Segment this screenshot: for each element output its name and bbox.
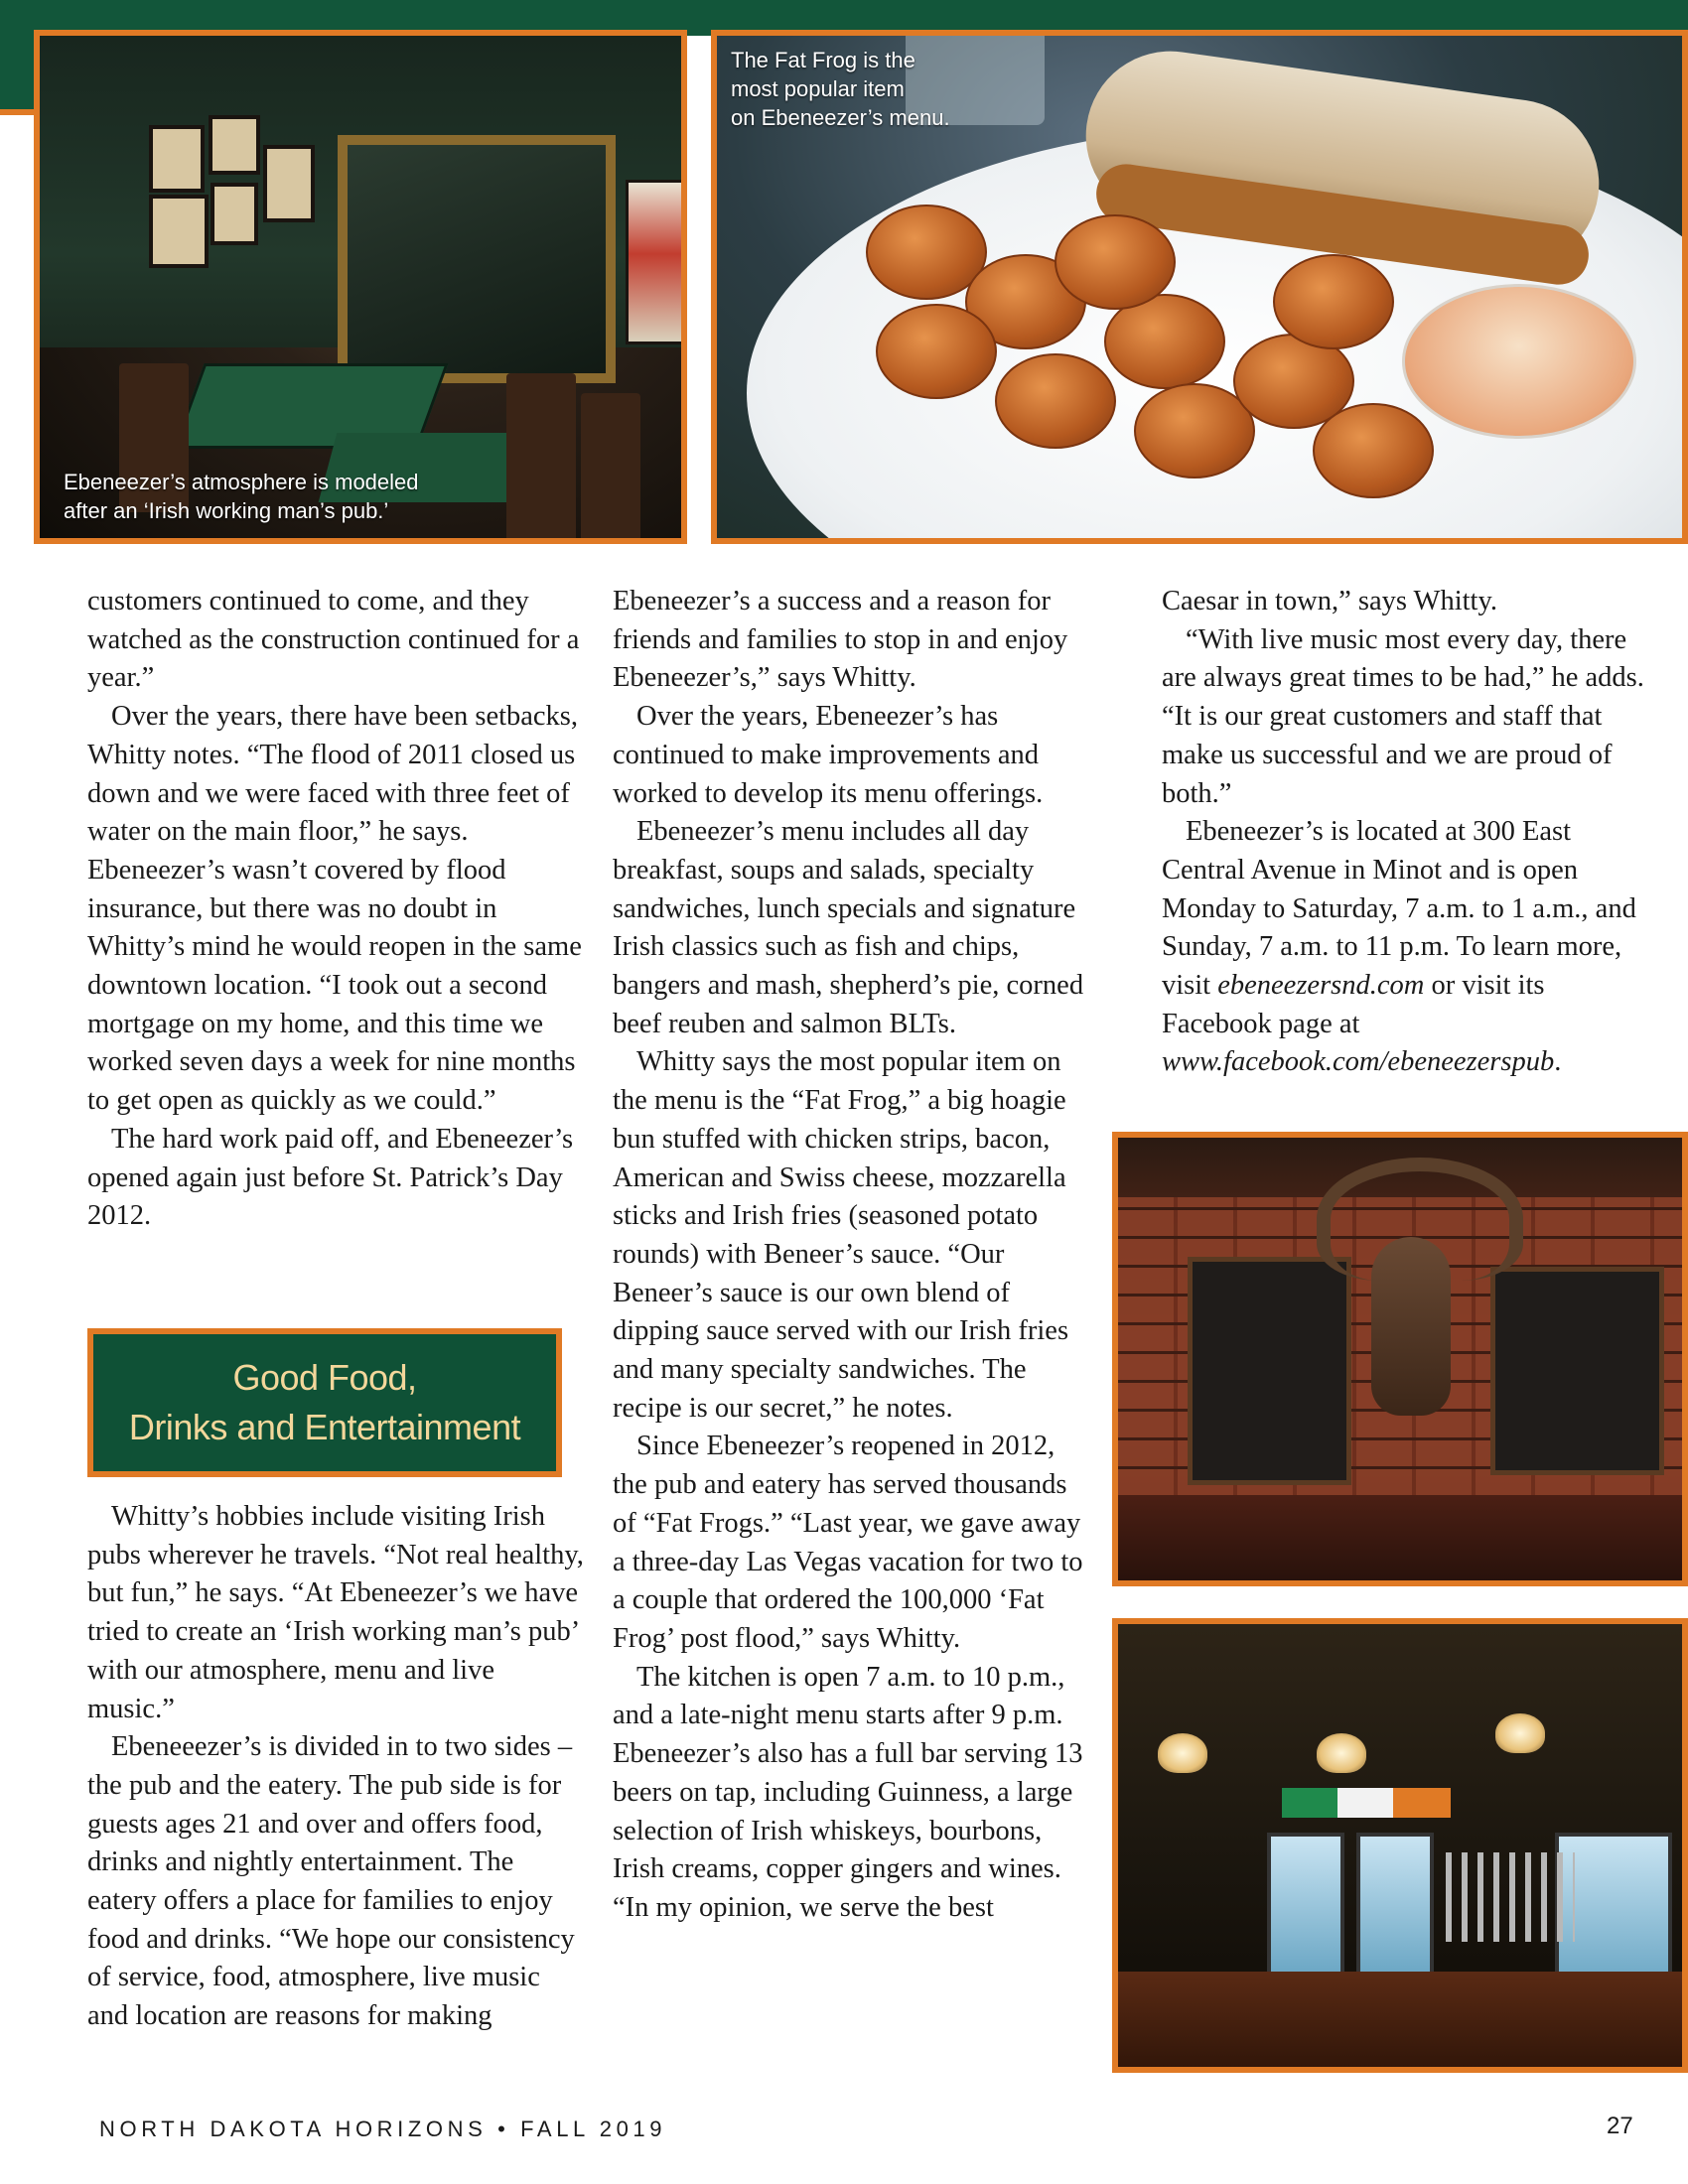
chalkboard-menu [1490,1267,1664,1475]
caption-line: Ebeneezer’s atmosphere is modeled [64,470,419,494]
caption-line: most popular item [731,76,905,101]
pub-photo-caption [64,468,419,525]
dipping-sauce-cup [1402,284,1636,439]
page-number: 27 [1607,2113,1633,2139]
paragraph: Whitty’s hobbies include visiting Irish pubs wherever he travels. “Not real healthy, but fun,” he says. “At Ebeneezer’s we have tried to create an ‘Irish working man’s pub’ with our atmosphere, menu and live music.” [87,1501,584,1724]
paragraph: Since Ebeneezer’s reopened in 2012, the pub and eatery has served thousands of “Fat Frogs.” “Last year, we gave away a three-day Las Vegas vacation for two to a couple that ordered the 100,000 ‘Fat Frog’ post flood,” says Whitty. [613,1431,1083,1654]
paragraph: Caesar in town,” says Whitty. [1162,586,1497,616]
moose-head-wall-photo [1112,1132,1688,1586]
paragraph-text: or visit its Facebook page at [1162,970,1545,1039]
paragraph: Over the years, Ebeneezer’s has continued to make improvements and worked to develop its menu offerings. [613,701,1044,809]
left-accent-strip [0,36,34,115]
moose-head-mount [1371,1237,1451,1416]
wall-picture-frame [149,195,209,268]
irish-flag-banner [1282,1788,1451,1818]
fat-frog-photo [711,30,1688,544]
wall-picture-frame [211,183,258,245]
irish-fry [1055,214,1176,310]
gilded-mirror [338,135,616,383]
footer-masthead: NORTH DAKOTA HORIZONS • FALL 2019 [99,2116,667,2141]
beer-taps [1446,1852,1575,1942]
drinks-fridge [1267,1833,1344,1979]
caption-line: The Fat Frog is the [731,48,915,72]
irish-fry [995,353,1116,449]
pendant-lamp [1317,1733,1366,1773]
paragraph: The kitchen is open 7 a.m. to 10 p.m., and a late-night menu starts after 9 p.m. Ebeneezer’s also has a full bar serving 13 beers on tap, including Guinness, a large selection of Irish whiskeys, bourbons, Irish creams, copper gingers and wines. “In my opinion, we serve the best [613,1661,1083,1923]
paragraph: The hard work paid off, and Ebeneezer’s opened again just before St. Patrick’s Day 2012. [87,1123,574,1232]
article-column-3 [1162,583,1658,1082]
bar-counter-photo [1112,1618,1688,2073]
irish-fry [1313,403,1434,498]
food-photo-caption [731,46,950,132]
article-column-1-continued [87,1498,584,2036]
paragraph: Whitty says the most popular item on the menu is the “Fat Frog,” a big hoagie bun stuffed with chicken strips, bacon, American and Swiss cheese, mozzarella sticks and Irish fries (seasoned potato rounds) with Beneer’s sauce. “Our Beneer’s sauce is our own blend of dipping sauce served with our Irish fries and many specialty sandwiches. The recipe is our secret,” he notes. [613,1046,1069,1424]
wooden-chair [506,373,576,542]
article-column-1 [87,583,584,1236]
section-heading-line: Drinks and Entertainment [128,1407,521,1447]
paragraph: Ebeneezer’s a success and a reason for friends and families to stop in and enjoy Ebeneezer’s,” says Whitty. [613,586,1068,694]
chalkboard-menu [1188,1257,1351,1485]
paragraph: “With live music most every day, there are always great times to be had,” he adds. “It is our great customers and staff that make us successful and we are proud of both.” [1162,623,1644,809]
wood-mantel [1118,1495,1682,1586]
paragraph-text: . [1554,1046,1562,1078]
paragraph: customers continued to come, and they watched as the construction continued for a year.” [87,586,580,694]
facebook-link[interactable]: www.facebook.com/ebeneezerspub [1162,1046,1555,1078]
caption-line: after an ‘Irish working man’s pub.’ [64,498,389,523]
paragraph: Ebeneezer’s menu includes all day breakfast, soups and salads, specialty sandwiches, lunch specials and signature Irish classics such as fish and chips, bangers and mash, shepherd’s pie, corned beef reuben and salmon BLTs. [613,816,1084,1039]
drinks-fridge [1356,1833,1434,1979]
paragraph: Over the years, there have been setbacks, Whitty notes. “The flood of 2011 closed us down and we were faced with three feet of water on the main floor,” he says. Ebeneezer’s wasn’t covered by flood insurance, but there was no doubt in Whitty’s mind he would reopen in the same downtown location. “I took out a second mortgage on my home, and this time we worked seven days a week for nine months to get open as quickly as we could.” [87,701,582,1117]
wall-picture-frame [263,145,315,222]
pendant-lamp [1158,1733,1207,1773]
section-heading-box [87,1328,562,1477]
paragraph-text: Ebeneezer’s is located at 300 East Central Avenue in Minot and is open Monday to Saturday, 7 a.m. to 1 a.m., and Sunday, 7 a.m. to 11 p.m. To learn more, visit [1162,816,1636,1002]
wooden-chair [581,393,640,542]
irish-fry [876,304,997,399]
paragraph: Ebeneeezer’s is divided in to two sides – the pub and the eatery. The pub side is for guests ages 21 and over and offers food, drinks and nightly entertainment. The eatery offers a place for families to enjoy food and drinks. “We hope our consistency of service, food, atmosphere, live music and location are reasons for making [87,1731,575,2032]
website-link[interactable]: ebeneezersnd.com [1217,970,1425,1002]
bar-counter [1118,1972,1682,2073]
wall-picture-frame [149,125,205,193]
article-column-2 [613,583,1089,1928]
wall-picture-frame [209,115,260,175]
paragraph [1162,813,1658,1082]
pendant-lamp [1495,1713,1545,1753]
irish-fry [1273,254,1394,349]
pub-interior-photo [34,30,687,544]
wall-poster [626,180,687,344]
caption-line: on Ebeneezer’s menu. [731,105,950,130]
section-heading-line: Good Food, [232,1357,417,1398]
